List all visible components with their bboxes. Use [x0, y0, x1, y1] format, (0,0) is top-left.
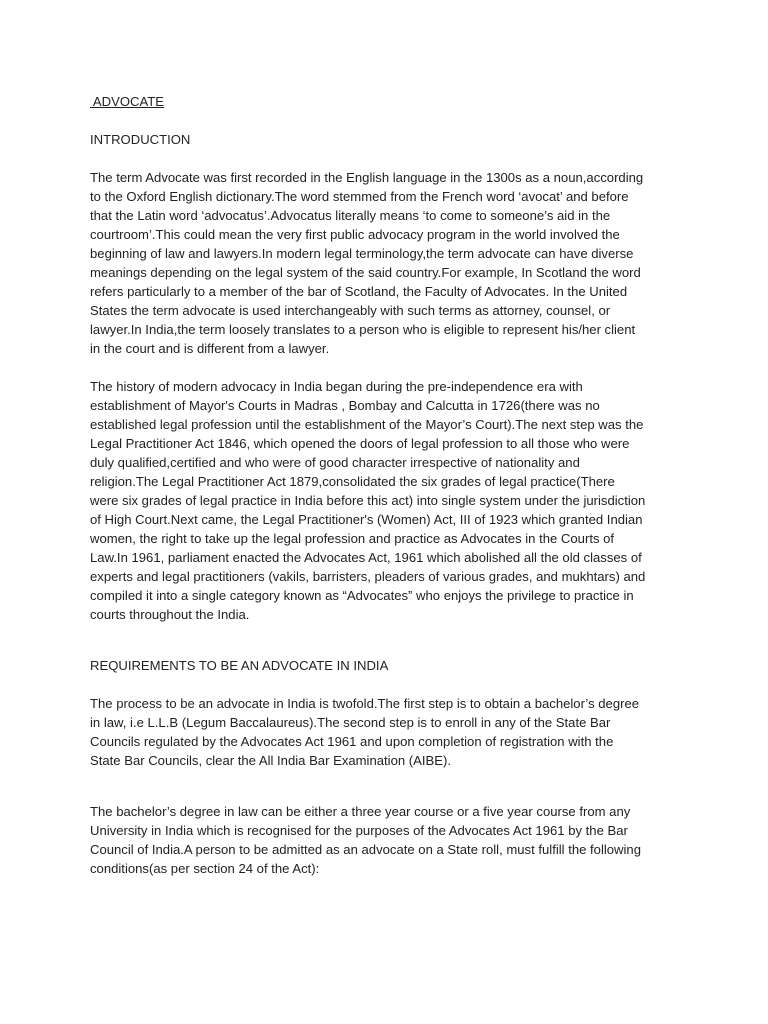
paragraph-line: experts and legal practitioners (vakils, barristers, pleaders of various grades, and mukhtars) and	[90, 569, 646, 584]
paragraph-line: courts throughout the India.	[90, 607, 250, 622]
paragraph-line: Councils regulated by the Advocates Act 1961 and upon completion of registration with the	[90, 734, 614, 749]
paragraph-line: beginning of law and lawyers.In modern legal terminology,the term advocate can have diverse	[90, 246, 634, 261]
paragraph-line: State Bar Councils, clear the All India Bar Examination (AIBE).	[90, 753, 451, 768]
paragraph-line: meanings depending on the legal system of the said country.For example, In Scotland the word	[90, 265, 641, 280]
spacer	[90, 770, 690, 802]
paragraph-line: Law.In 1961, parliament enacted the Advocates Act, 1961 which abolished all the old classes of	[90, 550, 642, 565]
paragraph-line: Legal Practitioner Act 1846, which opened the doors of legal profession to all those who were	[90, 436, 630, 451]
paragraph-line: in the court and is different from a lawyer.	[90, 341, 330, 356]
paragraph-line: refers particularly to a member of the bar of Scotland, the Faculty of Advocates. In the United	[90, 284, 628, 299]
introduction-heading: INTRODUCTION	[90, 132, 191, 147]
spacer	[90, 149, 690, 168]
spacer	[90, 358, 690, 377]
paragraph-history	[90, 377, 690, 624]
paragraph-line: University in India which is recognised for the purposes of the Advocates Act 1961 by the Bar	[90, 823, 628, 838]
paragraph-line: conditions(as per section 24 of the Act):	[90, 861, 320, 876]
paragraph-line: The bachelor’s degree in law can be either a three year course or a five year course from any	[90, 804, 631, 819]
paragraph-line: courtroom’.This could mean the very first public advocacy program in the world involved the	[90, 227, 620, 242]
paragraph-process	[90, 694, 690, 770]
paragraph-line: of High Court.Next came, the Legal Practitioner's (Women) Act, III of 1923 which granted Indian	[90, 512, 643, 527]
paragraph-line: States the term advocate is used interchangeably with such terms as attorney, counsel, or	[90, 303, 611, 318]
paragraph-line: to the Oxford English dictionary.The word stemmed from the French word ‘avocat’ and before	[90, 189, 629, 204]
paragraph-line: establishment of Mayor's Courts in Madras , Bombay and Calcutta in 1726(there was no	[90, 398, 600, 413]
spacer	[90, 624, 690, 656]
requirements-heading: REQUIREMENTS TO BE AN ADVOCATE IN INDIA	[90, 658, 389, 673]
paragraph-line: in law, i.e L.L.B (Legum Baccalaureus).The second step is to enroll in any of the State Bar	[90, 715, 611, 730]
paragraph-line: lawyer.In India,the term loosely translates to a person who is eligible to represent his/her client	[90, 322, 636, 337]
paragraph-line: The process to be an advocate in India is twofold.The first step is to obtain a bachelor’s degree	[90, 696, 640, 711]
paragraph-line: compiled it into a single category known as “Advocates” who enjoys the privilege to practice in	[90, 588, 634, 603]
paragraph-line: that the Latin word ‘advocatus’.Advocatus literally means ‘to come to someone’s aid in the	[90, 208, 611, 223]
spacer	[90, 111, 690, 130]
paragraph-line: The term Advocate was first recorded in the English language in the 1300s as a noun,according	[90, 170, 644, 185]
paragraph-line: established legal profession until the establishment of the Mayor’s Court).The next step was the	[90, 417, 644, 432]
paragraph-line: Council of India.A person to be admitted as an advocate on a State roll, must fulfill the following	[90, 842, 641, 857]
spacer	[90, 675, 690, 694]
document-page	[90, 92, 690, 878]
paragraph-line: The history of modern advocacy in India began during the pre-independence era with	[90, 379, 583, 394]
paragraph-intro	[90, 168, 690, 358]
paragraph-line: religion.The Legal Practitioner Act 1879,consolidated the six grades of legal practice(There	[90, 474, 615, 489]
document-title: ADVOCATE	[90, 94, 164, 109]
paragraph-line: women, the right to take up the legal profession and practice as Advocates in the Courts of	[90, 531, 615, 546]
paragraph-line: duly qualified,certified and who were of good character irrespective of nationality and	[90, 455, 580, 470]
paragraph-degree	[90, 802, 690, 878]
paragraph-line: were six grades of legal practice in India before this act) into single system under the jurisdiction	[90, 493, 646, 508]
